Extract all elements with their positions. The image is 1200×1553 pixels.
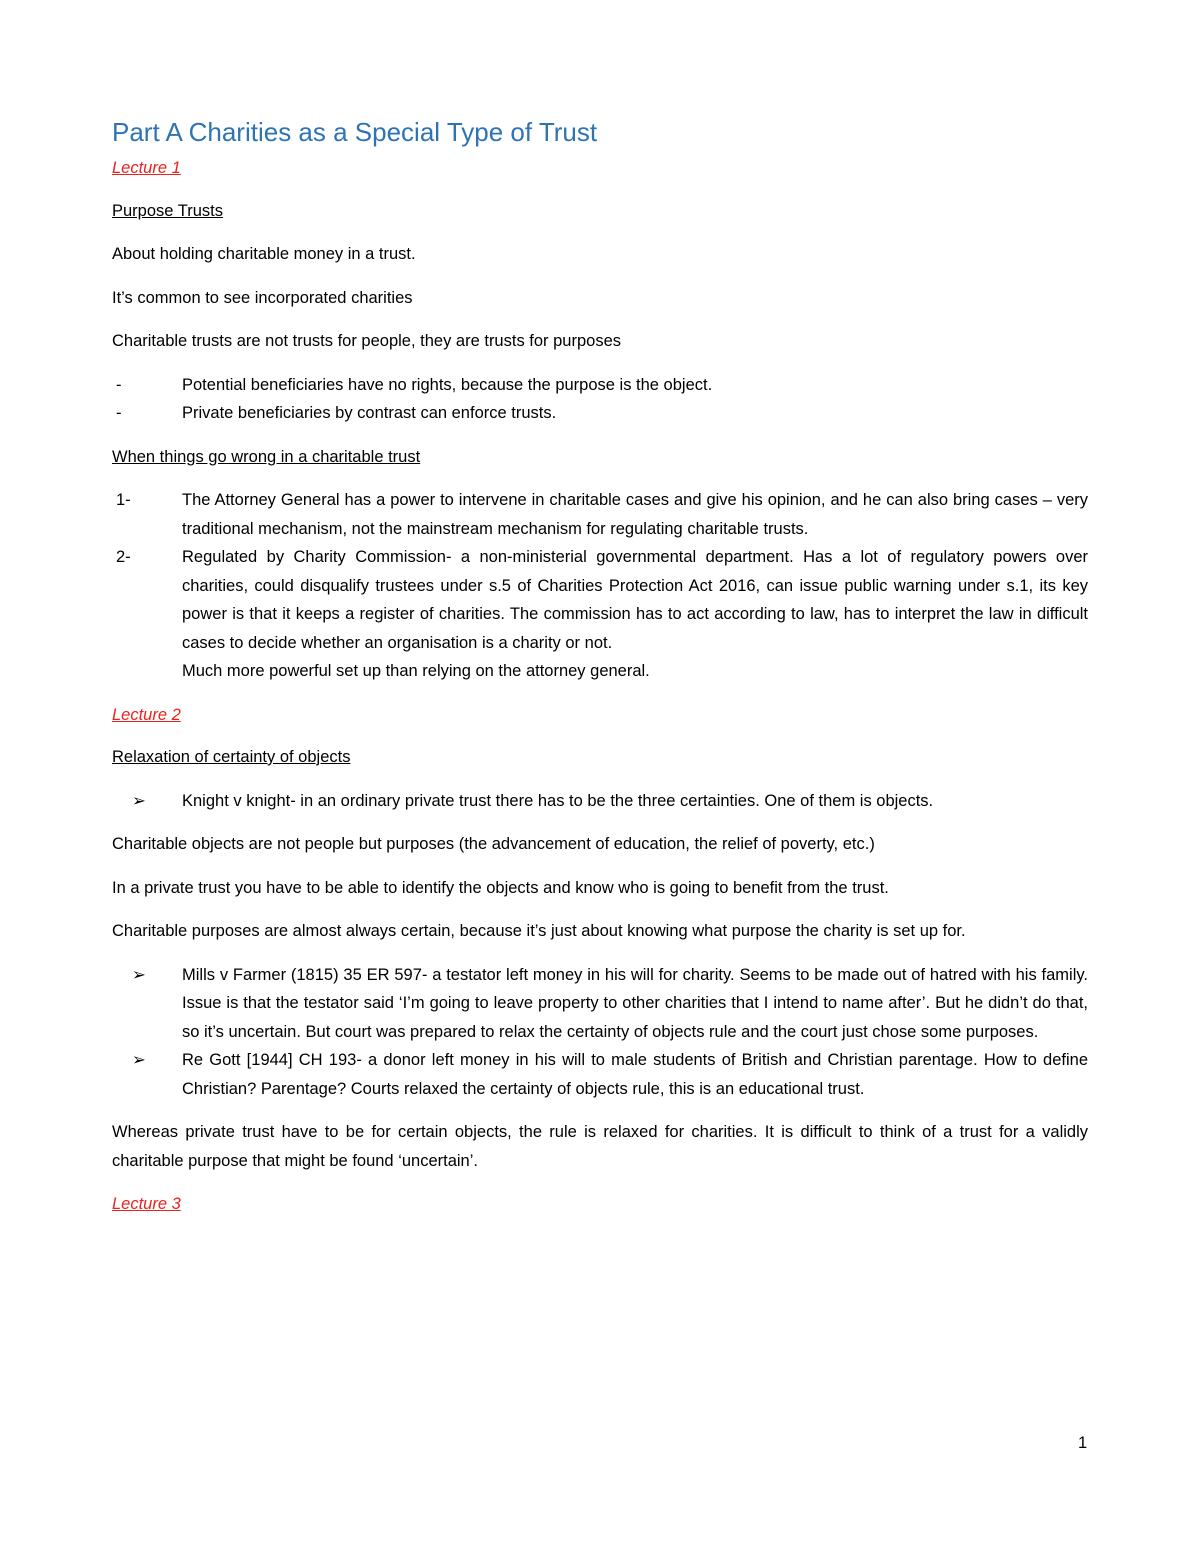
- list-item-text: Regulated by Charity Commission- a non-ministerial governmental department. Has a lot of regulatory powers over charities, could disqualify trustees under s.5 of Charities Protection Act 2016, can issue public warning under s.1, its key power is that it keeps a register of charities. The commission has to act according to law, has to interpret the law in difficult cases to decide whether an organisation is a charity or not.: [182, 548, 1088, 652]
- when-things-go-wrong-heading: When things go wrong in a charitable trust: [112, 447, 421, 466]
- paragraph: In a private trust you have to be able to identify the objects and know who is going to benefit from the trust.: [112, 878, 889, 897]
- arrow-bullet-icon: ➢: [132, 965, 146, 984]
- paragraph: About holding charitable money in a trust.: [112, 245, 416, 263]
- numbered-list: [112, 486, 1088, 686]
- paragraph: Charitable trusts are not trusts for people, they are trusts for purposes: [112, 332, 621, 350]
- lecture-3-heading: Lecture 3: [112, 1195, 181, 1213]
- arrow-list: [112, 961, 1088, 1104]
- list-number: 1-: [116, 491, 131, 509]
- document-body: [112, 112, 1088, 1233]
- list-item-text: The Attorney General has a power to intervene in charitable cases and give his opinion, and he can also bring cases – very traditional mechanism, not the mainstream mechanism for regulating charitable trusts.: [182, 491, 1088, 538]
- paragraph: Charitable objects are not people but purposes (the advancement of education, the relief of poverty, etc.): [112, 835, 875, 853]
- list-item-text: Re Gott [1944] CH 193- a donor left money in his will to male students of British and Christian parentage. How to define Christian? Parentage? Courts relaxed the certainty of objects rule, this is an educational trust.: [182, 1051, 1088, 1098]
- arrow-bullet-icon: ➢: [132, 1051, 146, 1069]
- dash-list: [112, 371, 1088, 428]
- list-item-text: Private beneficiaries by contrast can enforce trusts.: [182, 404, 557, 422]
- paragraph: Charitable purposes are almost always certain, because it’s just about knowing what purpose the charity is set up for.: [112, 922, 966, 940]
- list-item: [112, 543, 1088, 686]
- list-item-continuation: Much more powerful set up than relying on the attorney general.: [182, 662, 650, 680]
- lecture-2-heading: Lecture 2: [112, 705, 181, 724]
- list-item-text: Knight v knight- in an ordinary private trust there has to be the three certainties. One of them is objects.: [182, 791, 934, 810]
- arrow-bullet-icon: ➢: [132, 791, 146, 810]
- list-item: [112, 486, 1088, 543]
- list-item-text: Potential beneficiaries have no rights, because the purpose is the object.: [182, 375, 713, 394]
- list-number: 2-: [116, 548, 131, 566]
- list-item: [112, 399, 1088, 428]
- arrow-list: [112, 787, 1088, 816]
- relaxation-heading: Relaxation of certainty of objects: [112, 748, 351, 766]
- dash-bullet-icon: -: [116, 375, 122, 394]
- lecture-1-heading: Lecture 1: [112, 159, 181, 177]
- page-number: 1: [1078, 1434, 1088, 1452]
- list-item: [112, 787, 1088, 816]
- paragraph: Whereas private trust have to be for certain objects, the rule is relaxed for charities. It is difficult to think of a trust for a validly charitable purpose that might be found ‘uncertain’.: [112, 1123, 1088, 1170]
- list-item-text: Mills v Farmer (1815) 35 ER 597- a testator left money in his will for charity. Seems to be made out of hatred with his family. Issue is that the testator said ‘I’m going to leave property to other charities that I intend to name after’. But he didn’t do that, so it’s uncertain. But court was prepared to relax the certainty of objects rule and the court just chose some purposes.: [182, 965, 1088, 1041]
- list-item: [112, 961, 1088, 1047]
- document-title: Part A Charities as a Special Type of Trust: [112, 117, 598, 147]
- dash-bullet-icon: -: [116, 404, 122, 422]
- paragraph: It’s common to see incorporated charities: [112, 288, 413, 307]
- list-item: [112, 1046, 1088, 1103]
- list-item: [112, 371, 1088, 400]
- purpose-trusts-heading: Purpose Trusts: [112, 201, 223, 220]
